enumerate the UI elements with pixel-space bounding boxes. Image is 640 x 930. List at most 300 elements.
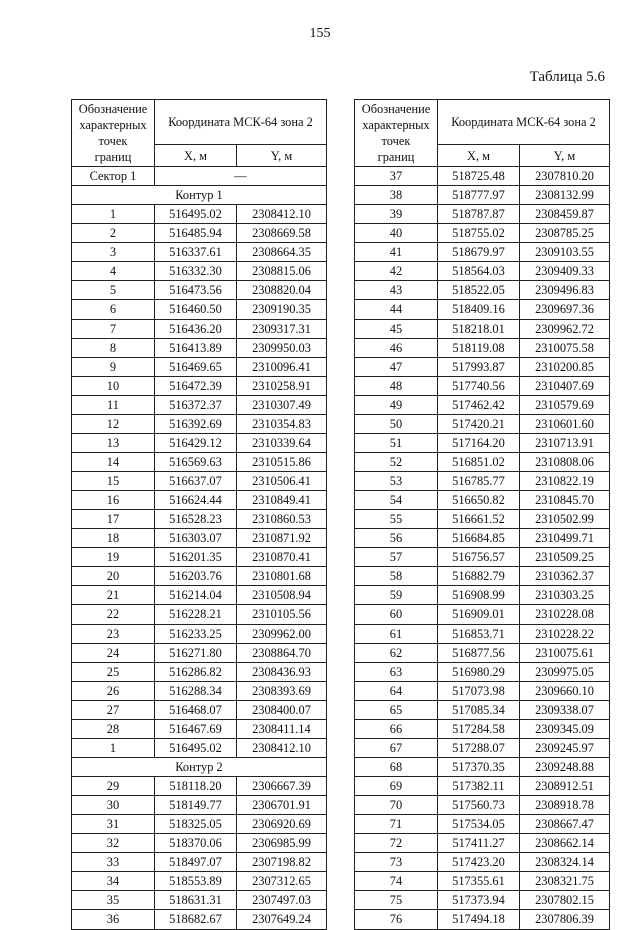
point-number: 34 <box>72 872 155 891</box>
table-row <box>72 281 327 300</box>
x-coordinate: 518149.77 <box>155 796 237 815</box>
x-coordinate: 518682.67 <box>155 910 237 929</box>
x-coordinate: 517284.58 <box>438 719 520 738</box>
y-coordinate: 2310801.68 <box>237 567 327 586</box>
point-number: 19 <box>72 548 155 567</box>
y-coordinate: 2308321.75 <box>520 872 610 891</box>
coordinates-table-left <box>71 99 327 930</box>
x-coordinate: 517993.87 <box>438 357 520 376</box>
y-coordinate: 2307312.65 <box>237 872 327 891</box>
y-coordinate: 2307806.39 <box>520 910 610 929</box>
y-coordinate: 2310870.41 <box>237 548 327 567</box>
designation-line: Обозначение <box>361 102 431 116</box>
table-row <box>355 548 610 567</box>
point-number: 55 <box>355 510 438 529</box>
x-coordinate: 517494.18 <box>438 910 520 929</box>
y-coordinate: 2310601.60 <box>520 414 610 433</box>
point-number: 57 <box>355 548 438 567</box>
table-row <box>355 662 610 681</box>
x-coordinate: 518755.02 <box>438 224 520 243</box>
point-number: 1 <box>72 738 155 757</box>
x-coordinate: 517534.05 <box>438 815 520 834</box>
y-coordinate: 2310354.83 <box>237 414 327 433</box>
table-row <box>72 376 327 395</box>
point-number: 29 <box>72 777 155 796</box>
table-row <box>72 605 327 624</box>
y-coordinate: 2308912.51 <box>520 777 610 796</box>
designation-line: характерных <box>79 118 147 132</box>
table-row <box>355 891 610 910</box>
y-coordinate: 2306920.69 <box>237 815 327 834</box>
point-number: 49 <box>355 395 438 414</box>
sector-row <box>72 167 327 186</box>
point-number: 22 <box>72 605 155 624</box>
table-row <box>355 281 610 300</box>
x-coordinate: 517411.27 <box>438 834 520 853</box>
designation-line: границ <box>377 150 415 164</box>
x-coordinate: 516785.77 <box>438 472 520 491</box>
x-coordinate: 516436.20 <box>155 319 237 338</box>
x-coordinate: 516661.52 <box>438 510 520 529</box>
x-coordinate: 518553.89 <box>155 872 237 891</box>
table-caption: Таблица 5.6 <box>529 69 605 85</box>
point-number: 35 <box>72 891 155 910</box>
point-number: 70 <box>355 796 438 815</box>
x-coordinate: 517382.11 <box>438 777 520 796</box>
point-number: 76 <box>355 910 438 929</box>
x-coordinate: 516203.76 <box>155 567 237 586</box>
point-number: 43 <box>355 281 438 300</box>
point-number: 7 <box>72 319 155 338</box>
table-row <box>355 357 610 376</box>
x-coordinate: 516201.35 <box>155 548 237 567</box>
point-number: 39 <box>355 205 438 224</box>
designation-line: границ <box>94 150 132 164</box>
point-number: 3 <box>72 243 155 262</box>
x-coordinate: 516495.02 <box>155 738 237 757</box>
y-coordinate: 2308662.14 <box>520 834 610 853</box>
y-coordinate: 2308815.06 <box>237 262 327 281</box>
y-header: Y, м <box>237 145 327 167</box>
table-row <box>355 757 610 776</box>
y-coordinate: 2310105.56 <box>237 605 327 624</box>
x-coordinate: 516233.25 <box>155 624 237 643</box>
table-row <box>72 700 327 719</box>
point-number: 60 <box>355 605 438 624</box>
table-row <box>355 414 610 433</box>
x-coordinate: 516392.69 <box>155 414 237 433</box>
y-coordinate: 2309962.00 <box>237 624 327 643</box>
x-coordinate: 518409.16 <box>438 300 520 319</box>
x-coordinate: 516228.21 <box>155 605 237 624</box>
y-coordinate: 2306667.39 <box>237 777 327 796</box>
table-row <box>355 395 610 414</box>
coordinate-header: Координата МСК-64 зона 2 <box>438 100 610 145</box>
contour-row <box>72 757 327 776</box>
table-row <box>72 815 327 834</box>
point-number: 59 <box>355 586 438 605</box>
table-row <box>72 491 327 510</box>
y-coordinate: 2306985.99 <box>237 834 327 853</box>
point-number: 28 <box>72 719 155 738</box>
x-coordinate: 516372.37 <box>155 395 237 414</box>
contour-1-label: Контур 1 <box>72 186 327 205</box>
y-coordinate: 2309338.07 <box>520 700 610 719</box>
y-coordinate: 2308664.35 <box>237 243 327 262</box>
x-coordinate: 518787.87 <box>438 205 520 224</box>
point-number: 46 <box>355 338 438 357</box>
y-coordinate: 2310860.53 <box>237 510 327 529</box>
table-row <box>355 376 610 395</box>
point-number: 67 <box>355 738 438 757</box>
table-row <box>72 243 327 262</box>
designation-header <box>72 100 155 167</box>
point-number: 37 <box>355 167 438 186</box>
point-number: 6 <box>72 300 155 319</box>
y-coordinate: 2309697.36 <box>520 300 610 319</box>
x-coordinate: 516473.56 <box>155 281 237 300</box>
point-number: 44 <box>355 300 438 319</box>
point-number: 30 <box>72 796 155 815</box>
table-row <box>72 796 327 815</box>
table-row <box>72 681 327 700</box>
table-row <box>355 910 610 929</box>
y-coordinate: 2307497.03 <box>237 891 327 910</box>
point-number: 73 <box>355 853 438 872</box>
header-row <box>355 100 610 145</box>
point-number: 42 <box>355 262 438 281</box>
x-coordinate: 518522.05 <box>438 281 520 300</box>
x-coordinate: 516429.12 <box>155 433 237 452</box>
y-coordinate: 2307649.24 <box>237 910 327 929</box>
x-coordinate: 516853.71 <box>438 624 520 643</box>
x-coordinate: 517740.56 <box>438 376 520 395</box>
table-row <box>355 815 610 834</box>
x-coordinate: 517073.98 <box>438 681 520 700</box>
y-coordinate: 2310579.69 <box>520 395 610 414</box>
x-header: X, м <box>155 145 237 167</box>
point-number: 40 <box>355 224 438 243</box>
y-coordinate: 2308820.04 <box>237 281 327 300</box>
table-row <box>72 319 327 338</box>
y-header: Y, м <box>520 145 610 167</box>
table-row <box>355 319 610 338</box>
table-row <box>72 205 327 224</box>
x-coordinate: 516271.80 <box>155 643 237 662</box>
point-number: 64 <box>355 681 438 700</box>
point-number: 45 <box>355 319 438 338</box>
x-coordinate: 518631.31 <box>155 891 237 910</box>
y-coordinate: 2310362.37 <box>520 567 610 586</box>
y-coordinate: 2308324.14 <box>520 853 610 872</box>
point-number: 2 <box>72 224 155 243</box>
x-coordinate: 516684.85 <box>438 529 520 548</box>
x-coordinate: 516980.29 <box>438 662 520 681</box>
contour-2-label: Контур 2 <box>72 757 327 776</box>
x-coordinate: 516624.44 <box>155 491 237 510</box>
y-coordinate: 2310515.86 <box>237 452 327 471</box>
y-coordinate: 2310849.41 <box>237 491 327 510</box>
x-coordinate: 516337.61 <box>155 243 237 262</box>
y-coordinate: 2310845.70 <box>520 491 610 510</box>
y-coordinate: 2310499.71 <box>520 529 610 548</box>
point-number: 72 <box>355 834 438 853</box>
x-coordinate: 516877.56 <box>438 643 520 662</box>
x-coordinate: 517370.35 <box>438 757 520 776</box>
coordinates-table-right <box>354 99 610 930</box>
x-coordinate: 516288.34 <box>155 681 237 700</box>
y-coordinate: 2308785.25 <box>520 224 610 243</box>
table-row <box>72 224 327 243</box>
table-row <box>355 586 610 605</box>
x-coordinate: 517164.20 <box>438 433 520 452</box>
y-coordinate: 2308918.78 <box>520 796 610 815</box>
point-number: 15 <box>72 472 155 491</box>
sector-label: Сектор 1 <box>72 167 155 186</box>
point-number: 41 <box>355 243 438 262</box>
designation-line: точек <box>98 134 128 148</box>
y-coordinate: 2310228.08 <box>520 605 610 624</box>
point-number: 12 <box>72 414 155 433</box>
table-row <box>72 338 327 357</box>
table-row <box>355 719 610 738</box>
table-row <box>355 834 610 853</box>
point-number: 54 <box>355 491 438 510</box>
y-coordinate: 2310075.58 <box>520 338 610 357</box>
y-coordinate: 2308669.58 <box>237 224 327 243</box>
y-coordinate: 2310200.85 <box>520 357 610 376</box>
y-coordinate: 2309962.72 <box>520 319 610 338</box>
table-row <box>355 472 610 491</box>
point-number: 25 <box>72 662 155 681</box>
y-coordinate: 2310509.25 <box>520 548 610 567</box>
table-row <box>355 205 610 224</box>
x-coordinate: 517462.42 <box>438 395 520 414</box>
table-row <box>355 567 610 586</box>
point-number: 5 <box>72 281 155 300</box>
y-coordinate: 2308667.47 <box>520 815 610 834</box>
contour-row <box>72 186 327 205</box>
point-number: 11 <box>72 395 155 414</box>
coordinate-header: Координата МСК-64 зона 2 <box>155 100 327 145</box>
point-number: 26 <box>72 681 155 700</box>
y-coordinate: 2309103.55 <box>520 243 610 262</box>
point-number: 33 <box>72 853 155 872</box>
point-number: 27 <box>72 700 155 719</box>
x-coordinate: 516460.50 <box>155 300 237 319</box>
y-coordinate: 2309190.35 <box>237 300 327 319</box>
y-coordinate: 2308132.99 <box>520 186 610 205</box>
point-number: 50 <box>355 414 438 433</box>
y-coordinate: 2309950.03 <box>237 338 327 357</box>
x-coordinate: 516468.07 <box>155 700 237 719</box>
table-row <box>355 738 610 757</box>
point-number: 16 <box>72 491 155 510</box>
y-coordinate: 2309409.33 <box>520 262 610 281</box>
point-number: 4 <box>72 262 155 281</box>
point-number: 56 <box>355 529 438 548</box>
y-coordinate: 2307802.15 <box>520 891 610 910</box>
y-coordinate: 2308412.10 <box>237 738 327 757</box>
table-row <box>72 395 327 414</box>
y-coordinate: 2307810.20 <box>520 167 610 186</box>
x-coordinate: 517373.94 <box>438 891 520 910</box>
point-number: 32 <box>72 834 155 853</box>
x-coordinate: 516637.07 <box>155 472 237 491</box>
x-coordinate: 516650.82 <box>438 491 520 510</box>
table-row <box>355 853 610 872</box>
point-number: 51 <box>355 433 438 452</box>
x-coordinate: 516495.02 <box>155 205 237 224</box>
y-coordinate: 2308393.69 <box>237 681 327 700</box>
table-row <box>355 624 610 643</box>
point-number: 75 <box>355 891 438 910</box>
x-coordinate: 518118.20 <box>155 777 237 796</box>
x-coordinate: 516286.82 <box>155 662 237 681</box>
table-row <box>72 452 327 471</box>
y-coordinate: 2310303.25 <box>520 586 610 605</box>
point-number: 48 <box>355 376 438 395</box>
table-row <box>72 624 327 643</box>
point-number: 65 <box>355 700 438 719</box>
y-coordinate: 2308412.10 <box>237 205 327 224</box>
point-number: 13 <box>72 433 155 452</box>
table-row <box>72 548 327 567</box>
point-number: 63 <box>355 662 438 681</box>
table-row <box>72 719 327 738</box>
x-coordinate: 516528.23 <box>155 510 237 529</box>
x-coordinate: 516756.57 <box>438 548 520 567</box>
x-coordinate: 518218.01 <box>438 319 520 338</box>
table-row <box>355 681 610 700</box>
table-row <box>72 357 327 376</box>
table-row <box>355 777 610 796</box>
point-number: 53 <box>355 472 438 491</box>
designation-line: точек <box>381 134 411 148</box>
designation-header <box>355 100 438 167</box>
y-coordinate: 2310871.92 <box>237 529 327 548</box>
y-coordinate: 2308864.70 <box>237 643 327 662</box>
x-coordinate: 516214.04 <box>155 586 237 605</box>
table-row <box>72 567 327 586</box>
point-number: 1 <box>72 205 155 224</box>
header-row <box>72 100 327 145</box>
x-coordinate: 518725.48 <box>438 167 520 186</box>
x-coordinate: 518370.06 <box>155 834 237 853</box>
y-coordinate: 2308411.14 <box>237 719 327 738</box>
point-number: 69 <box>355 777 438 796</box>
x-coordinate: 518119.08 <box>438 338 520 357</box>
point-number: 47 <box>355 357 438 376</box>
table-row <box>72 262 327 281</box>
table-row <box>72 910 327 929</box>
x-coordinate: 517085.34 <box>438 700 520 719</box>
table-row <box>72 777 327 796</box>
page-number: 155 <box>309 26 331 41</box>
table-row <box>355 491 610 510</box>
point-number: 68 <box>355 757 438 776</box>
table-row <box>355 224 610 243</box>
x-coordinate: 517355.61 <box>438 872 520 891</box>
point-number: 20 <box>72 567 155 586</box>
y-coordinate: 2310502.99 <box>520 510 610 529</box>
x-coordinate: 516303.07 <box>155 529 237 548</box>
table-row <box>72 662 327 681</box>
x-coordinate: 516332.30 <box>155 262 237 281</box>
table-row <box>355 300 610 319</box>
x-coordinate: 518325.05 <box>155 815 237 834</box>
x-coordinate: 516909.01 <box>438 605 520 624</box>
table-row <box>355 452 610 471</box>
table-row <box>72 738 327 757</box>
point-number: 52 <box>355 452 438 471</box>
table-row <box>72 643 327 662</box>
y-coordinate: 2310713.91 <box>520 433 610 452</box>
x-coordinate: 516485.94 <box>155 224 237 243</box>
point-number: 9 <box>72 357 155 376</box>
table-row <box>72 300 327 319</box>
x-coordinate: 518497.07 <box>155 853 237 872</box>
table-row <box>72 510 327 529</box>
x-coordinate: 518777.97 <box>438 186 520 205</box>
y-coordinate: 2309317.31 <box>237 319 327 338</box>
contour-2-rows <box>72 777 327 930</box>
point-number: 31 <box>72 815 155 834</box>
table-row <box>355 700 610 719</box>
point-number: 71 <box>355 815 438 834</box>
point-number: 36 <box>72 910 155 929</box>
x-coordinate: 516472.39 <box>155 376 237 395</box>
y-coordinate: 2309245.97 <box>520 738 610 757</box>
sector-value: — <box>155 167 327 186</box>
y-coordinate: 2309496.83 <box>520 281 610 300</box>
point-number: 18 <box>72 529 155 548</box>
table-row <box>72 891 327 910</box>
y-coordinate: 2309248.88 <box>520 757 610 776</box>
x-coordinate: 517423.20 <box>438 853 520 872</box>
table-row <box>355 186 610 205</box>
table-row <box>355 510 610 529</box>
y-coordinate: 2310822.19 <box>520 472 610 491</box>
table-row <box>72 586 327 605</box>
x-coordinate: 516851.02 <box>438 452 520 471</box>
table-row <box>72 853 327 872</box>
y-coordinate: 2306701.91 <box>237 796 327 815</box>
y-coordinate: 2308400.07 <box>237 700 327 719</box>
y-coordinate: 2310075.61 <box>520 643 610 662</box>
table-row <box>355 262 610 281</box>
point-number: 62 <box>355 643 438 662</box>
table-row <box>72 872 327 891</box>
x-coordinate: 516469.65 <box>155 357 237 376</box>
point-number: 17 <box>72 510 155 529</box>
right-rows <box>355 167 610 930</box>
table-row <box>72 414 327 433</box>
table-row <box>355 338 610 357</box>
table-row <box>72 529 327 548</box>
x-coordinate: 516882.79 <box>438 567 520 586</box>
y-coordinate: 2309660.10 <box>520 681 610 700</box>
y-coordinate: 2310506.41 <box>237 472 327 491</box>
table-row <box>355 243 610 262</box>
point-number: 58 <box>355 567 438 586</box>
designation-line: Обозначение <box>78 102 148 116</box>
table-row <box>355 796 610 815</box>
y-coordinate: 2310808.06 <box>520 452 610 471</box>
contour-1-rows <box>72 205 327 758</box>
point-number: 14 <box>72 452 155 471</box>
x-coordinate: 518564.03 <box>438 262 520 281</box>
